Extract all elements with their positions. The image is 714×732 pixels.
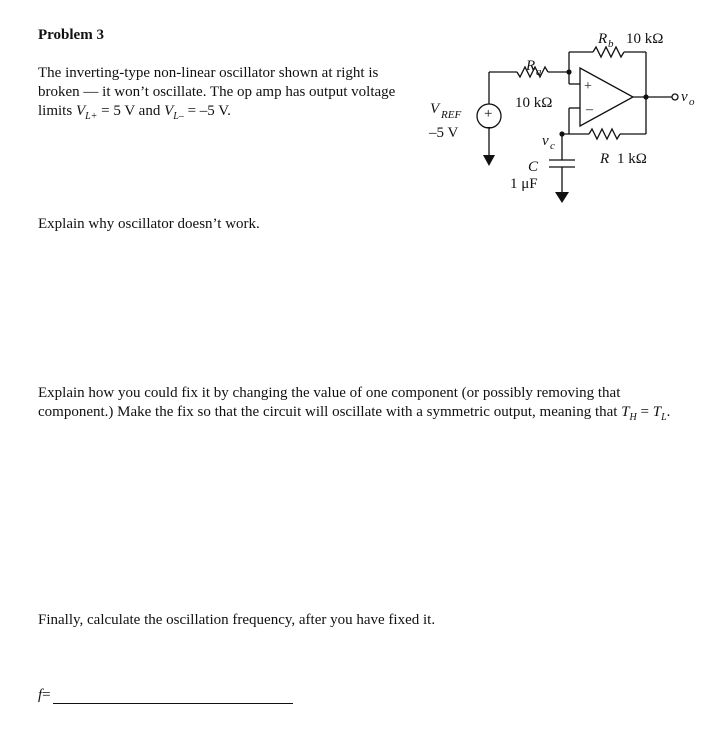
question-2-eq: = bbox=[636, 404, 653, 420]
question-3: Finally, calculate the oscillation frequency, after you have fixed it. bbox=[38, 612, 436, 628]
problem-title: Problem 3 bbox=[38, 27, 104, 43]
question-2-text-1: Explain how you could fix it by changing the value of one component (or possibly removing that component.) Make the fix so that the circuit will oscillate with a symmetric output, meaning that bbox=[38, 385, 622, 420]
junction-plus bbox=[566, 69, 571, 74]
intro-text-2: = 5 V and bbox=[97, 103, 165, 119]
frequency-label: f bbox=[38, 687, 43, 703]
vlm-symbol: V bbox=[164, 103, 174, 119]
r-value: 1 kΩ bbox=[617, 151, 647, 167]
resistor-r bbox=[589, 129, 620, 139]
tl-subscript: L bbox=[661, 412, 667, 423]
ra-label: R bbox=[526, 58, 536, 74]
vc-subscript: c bbox=[550, 140, 555, 152]
opamp-minus-sign: – bbox=[586, 102, 593, 117]
th-symbol: T bbox=[621, 404, 630, 420]
source-minus-sign: – bbox=[486, 119, 492, 133]
ground-vref bbox=[483, 155, 495, 166]
r-label: R bbox=[600, 151, 610, 167]
junction-output bbox=[643, 94, 648, 99]
question-1: Explain why oscillator doesn’t work. bbox=[38, 216, 260, 232]
ra-value: 10 kΩ bbox=[515, 95, 553, 111]
c-value: 1 μF bbox=[510, 176, 538, 192]
op-amp bbox=[580, 68, 633, 126]
junction-vc bbox=[559, 131, 564, 136]
frequency-equals: = bbox=[42, 687, 51, 703]
vo-subscript: o bbox=[689, 96, 695, 108]
source-plus-sign: + bbox=[484, 106, 493, 122]
vref-value: –5 V bbox=[429, 125, 459, 141]
rb-value: 10 kΩ bbox=[626, 31, 664, 47]
vo-label: v bbox=[681, 89, 688, 105]
ground-capacitor bbox=[555, 192, 569, 203]
output-terminal bbox=[672, 94, 678, 100]
vlp-subscript: L+ bbox=[85, 111, 98, 122]
c-label: C bbox=[528, 159, 539, 175]
intro-text-3: = –5 V. bbox=[183, 103, 231, 119]
intro-text-1: The inverting-type non-linear oscillator shown at right is broken — it won’t oscillate. The op amp has output voltage limits bbox=[38, 65, 396, 119]
rb-label: R bbox=[598, 31, 608, 47]
vref-label: V bbox=[430, 101, 440, 117]
question-2-text-2: . bbox=[666, 404, 671, 420]
vlp-symbol: V bbox=[75, 103, 86, 119]
vref-subscript: REF bbox=[441, 109, 462, 121]
opamp-plus-sign: + bbox=[584, 79, 592, 94]
tl-symbol: T bbox=[652, 404, 662, 420]
rb-subscript: b bbox=[608, 38, 614, 50]
th-subscript: H bbox=[629, 412, 637, 423]
vlm-subscript: L– bbox=[173, 111, 184, 122]
vc-label: v bbox=[542, 133, 549, 149]
ra-subscript: a bbox=[536, 66, 542, 78]
